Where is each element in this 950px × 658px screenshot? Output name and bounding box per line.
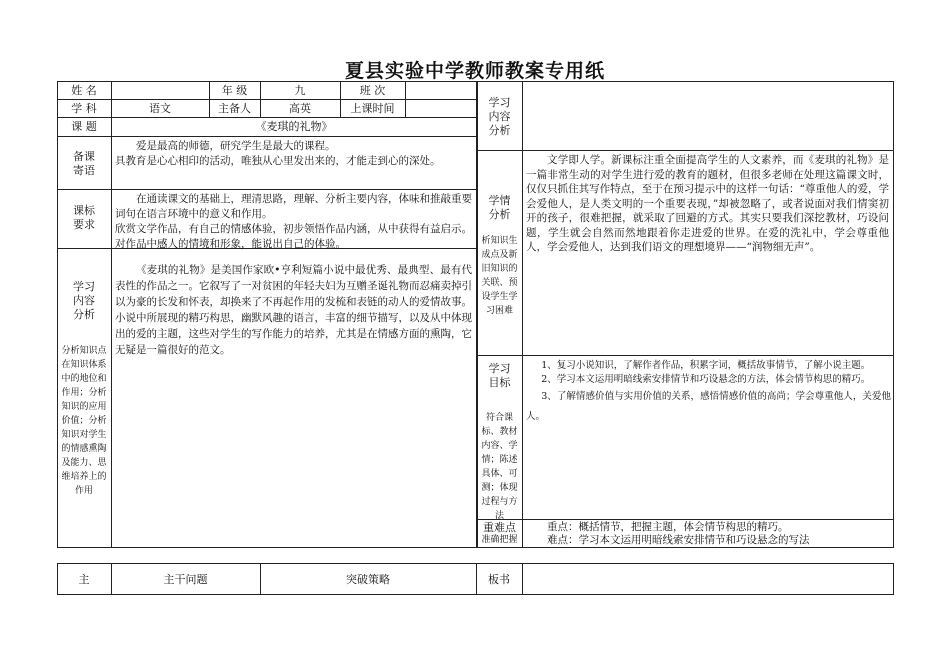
- bottom-celue: 突破策略: [346, 573, 390, 586]
- mubiao-sub: 符合课标、教材内容、学情；陈述具体、可测；体现过程与方法: [481, 413, 518, 521]
- grade-label: 年 级: [221, 84, 248, 97]
- right-table: [477, 81, 894, 548]
- zhongdian-text: 重点：概括情节，把握主题，体会情节构思的精巧。: [547, 521, 789, 533]
- mubiao-item-3: 3、了解情感价值与实用价值的关系，感悟情感价值的高尚；学会尊重他人，关爱他人。: [526, 391, 891, 422]
- right-xuexi-label: 学习 内容 分析: [488, 96, 511, 137]
- bottom-banshu: 板书: [488, 573, 510, 586]
- name-label: 姓 名: [71, 84, 97, 97]
- zhongnan-sub: 准确把握: [481, 535, 518, 545]
- subject-label: 学 科: [71, 102, 97, 115]
- kebiao-text: 在通读课文的基础上，理清思路，理解、分析主要内容，体味和推敲重要词句在语言环境中的意义和作用。 欣赏文学作品，有自己的情感体验，初步领悟作品内涵，从中获得有益启示。 对作品中感人的情境和形象，能说出自己的体验。: [115, 193, 472, 250]
- bottom-wenti: 主干问题: [163, 573, 208, 586]
- xuexi-text: 《麦琪的礼物》是美国作家欧•亨利短篇小说中最优秀、最典型、最有代表性的作品之一。它叙写了一对贫困的年轻夫妇为互赠圣诞礼物而忍痛卖掉引以为豪的长发和怀表，却换来了不再起作用的发梳和表链的动人的爱情故事。小说中所展现的精巧构思，幽默风趣的语言，丰富的细节描写，以及从中体现出的爱的主题，这些对学生的写作能力的培养，尤其是在情感方面的熏陶，它无疑是一篇很好的范文。: [115, 264, 472, 356]
- page-title: 夏县实验中学教师教案专用纸: [344, 60, 605, 82]
- preparer-value: 高英: [289, 102, 311, 115]
- kebiao-label: 课标 要求: [73, 204, 95, 231]
- xueqing-sub: 析知识生成点及新旧知识的关联、预设学生学习困难: [481, 236, 518, 316]
- class-label: 班 次: [359, 84, 386, 97]
- nandian-text: 难点：学习本文运用明暗线索安排情节和巧设悬念的写法: [547, 534, 810, 546]
- mubiao-item-2: 2、学习本文运用明暗线索安排情节和巧设悬念的方法，体会情节构思的精巧。: [541, 374, 871, 385]
- mubiao-label: 学习 目标: [488, 362, 511, 389]
- topic-label: 课 题: [71, 120, 97, 133]
- subject-value: 语文: [149, 102, 171, 115]
- xueqing-label: 学情 分析: [488, 194, 511, 221]
- zhongnan-label: 重难点: [483, 521, 516, 534]
- xueqing-text: 文学即人学。新课标注重全面提高学生的人文素养，而《麦琪的礼物》是一篇非常生动的对学生进行爱的教育的题材，但很多老师在处理这篇课文时，仅仅只抓住其写作特点，至于在预习提示中的这样一句话：“尊重他人的爱，学会爱他人，是人类文明的一个重要表现，”却被忽略了，或者说面对我们情窦初开的孩子，很难把握，就采取了回避的方式。其实只要我们深挖教材，巧设问题，学生就会自然而然地跟着你走进爱的世界。在爱的洗礼中，学会尊重他人，学会爱他人，达到我们语文的理想境界——“润物细无声”。: [526, 154, 889, 253]
- topic-value: 《麦琪的礼物》: [255, 120, 333, 133]
- time-label: 上课时间: [350, 102, 395, 115]
- grade-value: 九: [294, 84, 306, 97]
- mubiao-item-1: 1、复习小说知识，了解作者作品，积累字词，概括故事情节，了解小说主题。: [541, 360, 871, 371]
- preparer-label: 主备人: [218, 102, 251, 115]
- xuexi-sub: 分析知识点在知识体系中的地位和作用；分析知识的应用价值；分析知识对学生的情感熏陶及能力、思维培养上的作用: [61, 346, 107, 496]
- beike-text: 爱是最高的师德，研究学生是最大的课程。 具教育是心心相印的活动，唯独从心里发出来的，才能走到心的深处。: [115, 140, 441, 167]
- bottom-zhu: 主: [78, 573, 90, 586]
- xuexi-label: 学习 内容 分析: [73, 280, 95, 321]
- beike-label: 备课 寄语: [73, 150, 95, 177]
